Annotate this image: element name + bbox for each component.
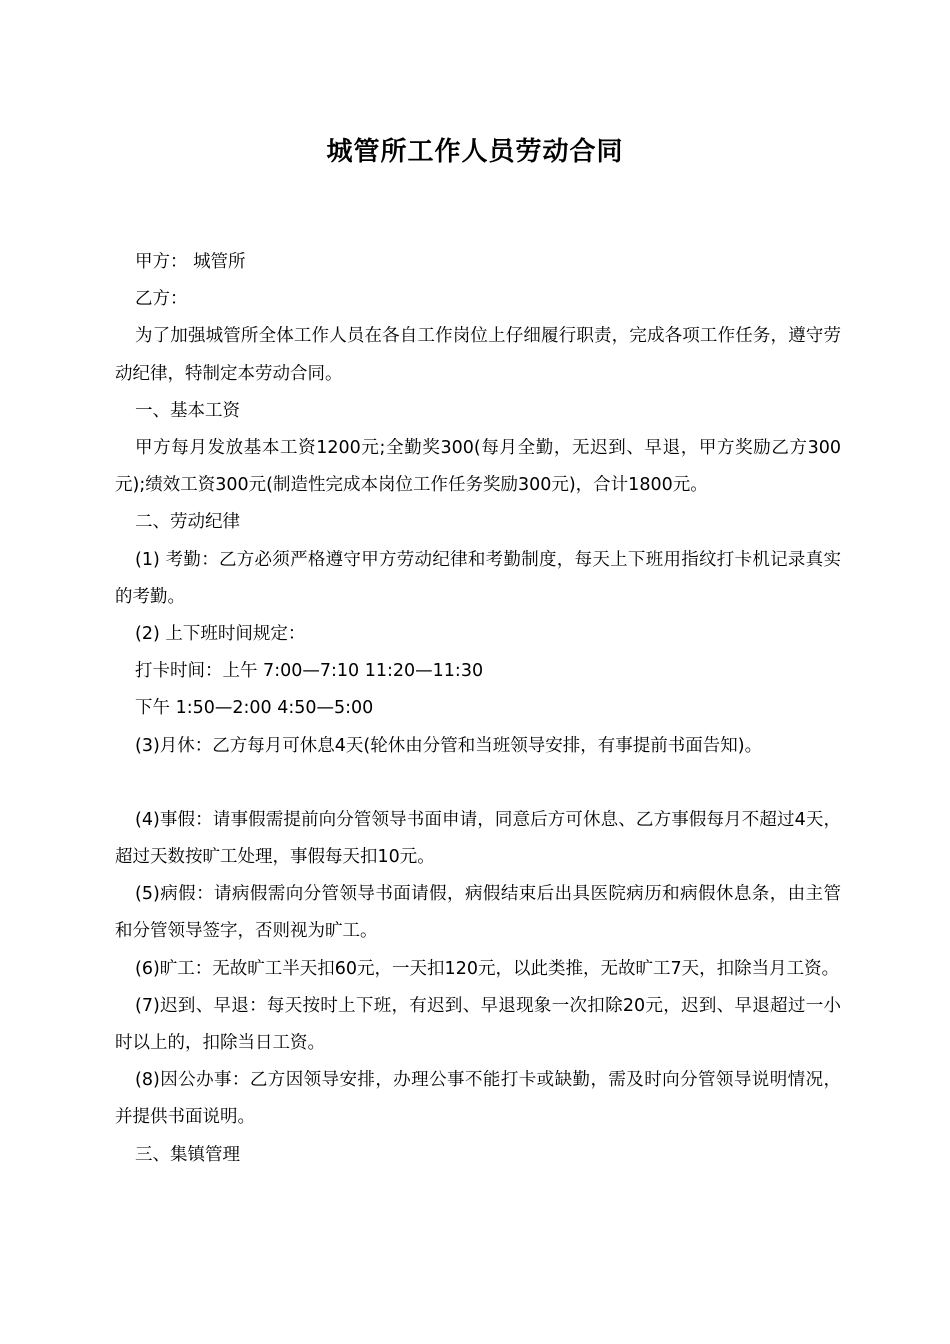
document-title: 城管所工作人员劳动合同 [326, 137, 624, 167]
section-heading-labor-discipline: 二、劳动纪律 [135, 512, 240, 533]
document-body [115, 244, 841, 1174]
party-a-line: 甲方： 城管所 [135, 252, 246, 272]
salary-paragraph: 甲方每月发放基本工资1200元;全勤奖300(每月全勤，无迟到、早退，甲方奖励乙方300元);绩效工资300元(制造性完成本岗位工作任务奖励300元)，合计1800元。 [115, 438, 841, 496]
clause-sick-leave: (5)病假：请病假需向分管领导书面请假，病假结束后出具医院病历和病假休息条，由主管和分管领导签字，否则视为旷工。 [115, 884, 841, 942]
clock-in-afternoon: 下午 1:50—2:00 4:50—5:00 [135, 698, 374, 719]
clock-in-morning: 打卡时间：上午 7:00—7:10 11:20—11:30 [135, 661, 484, 682]
clause-monthly-rest: (3)月休：乙方每月可休息4天(轮休由分管和当班领导安排，有事提前书面告知)。 [135, 735, 763, 756]
party-b-line: 乙方： [135, 289, 188, 310]
section-heading-town-management: 三、集镇管理 [135, 1144, 240, 1165]
preamble-paragraph: 为了加强城管所全体工作人员在各自工作岗位上仔细履行职责，完成各项工作任务，遵守劳动纪律，特制定本劳动合同。 [115, 326, 841, 384]
clause-personal-leave: (4)事假：请事假需提前向分管领导书面申请，同意后方可休息、乙方事假每月不超过4天，超过天数按旷工处理，事假每天扣10元。 [115, 809, 841, 868]
section-heading-basic-salary: 一、基本工资 [135, 400, 240, 421]
paragraph-gap [115, 765, 841, 802]
clause-absenteeism: (6)旷工：无故旷工半天扣60元，一天扣120元，以此类推，无故旷工7天，扣除当月工资。 [135, 958, 840, 979]
clause-attendance: (1) 考勤：乙方必须严格遵守甲方劳动纪律和考勤制度，每天上下班用指纹打卡机记录真实的考勤。 [115, 549, 841, 607]
clause-late-early: (7)迟到、早退：每天按时上下班，有迟到、早退现象一次扣除20元，迟到、早退超过一小时以上的，扣除当日工资。 [115, 995, 841, 1054]
clause-official-business: (8)因公办事：乙方因领导安排，办理公事不能打卡或缺勤，需及时向分管领导说明情况，并提供书面说明。 [115, 1070, 841, 1128]
clause-work-hours: (2) 上下班时间规定： [135, 624, 306, 645]
